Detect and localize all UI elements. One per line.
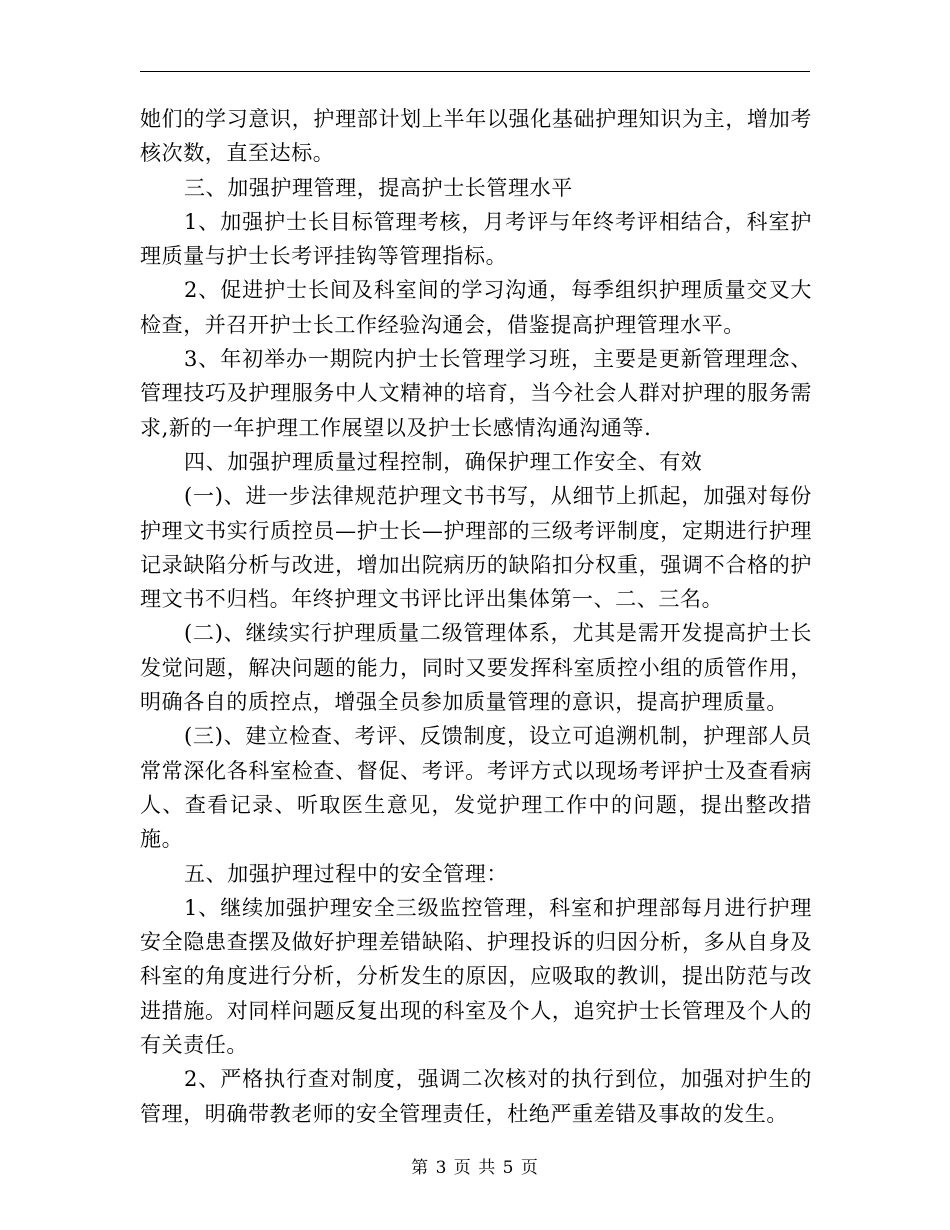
paragraph-3-2: 2、促进护士长间及科室间的学习沟通，每季组织护理质量交叉大检查，并召开护士长工作经验沟通会，借鉴提高护理管理水平。: [140, 278, 812, 337]
paragraph-3-3: 3、年初举办一期院内护士长管理学习班，主要是更新管理理念、管理技巧及护理服务中人文精神的培育，当今社会人群对护理的服务需求,新的一年护理工作展望以及护士长感情沟通沟通等.: [140, 347, 812, 440]
paragraph-5-1: 1、继续加强护理安全三级监控管理，科室和护理部每月进行护理安全隐患查摆及做好护理差错缺陷、护理投诉的归因分析，多从自身及科室的角度进行分析，分析发生的原因，应吸取的教训，提出防范与改进措施。对同样问题反复出现的科室及个人，追究护士长管理及个人的有关责任。: [140, 895, 812, 1058]
page-number: 第 3 页 共 5 页: [411, 1158, 539, 1178]
paragraph-4-1: (一)、进一步法律规范护理文书书写，从细节上抓起，加强对每份护理文书实行质控员—护士长—护理部的三级考评制度，定期进行护理记录缺陷分析与改进，增加出院病历的缺陷扣分权重，强调不合格的护理文书不归档。年终护理文书评比评出集体第一、二、三名。: [140, 484, 812, 612]
paragraph-3-1: 1、加强护士长目标管理考核，月考评与年终考评相结合，科室护理质量与护士长考评挂钩等管理指标。: [140, 209, 812, 269]
paragraph-5-2: 2、严格执行查对制度，强调二次核对的执行到位，加强对护生的管理，明确带教老师的安全管理责任，杜绝严重差错及事故的发生。: [140, 1067, 812, 1126]
section-heading-3: 三、加强护理管理，提高护士长管理水平: [184, 175, 573, 200]
section-heading-5: 五、加强护理过程中的安全管理：: [184, 861, 508, 886]
paragraph-4-2: (二)、继续实行护理质量二级管理体系，尤其是需开发提高护士长发觉问题，解决问题的能力，同时又要发挥科室质控小组的质管作用，明确各自的质控点，增强全员参加质量管理的意识，提高护理质量。: [140, 621, 812, 715]
document-body: [140, 102, 812, 1131]
header-rule: [140, 71, 810, 72]
paragraph-4-3: (三)、建立检查、考评、反馈制度，设立可追溯机制，护理部人员常常深化各科室检查、督促、考评。考评方式以现场考评护士及查看病人、查看记录、听取医生意见，发觉护理工作中的问题，提出整改措施。: [140, 724, 812, 852]
paragraph-continuation: 她们的学习意识，护理部计划上半年以强化基础护理知识为主，增加考核次数，直至达标。: [140, 107, 812, 166]
section-heading-4: 四、加强护理质量过程控制，确保护理工作安全、有效: [184, 449, 703, 474]
